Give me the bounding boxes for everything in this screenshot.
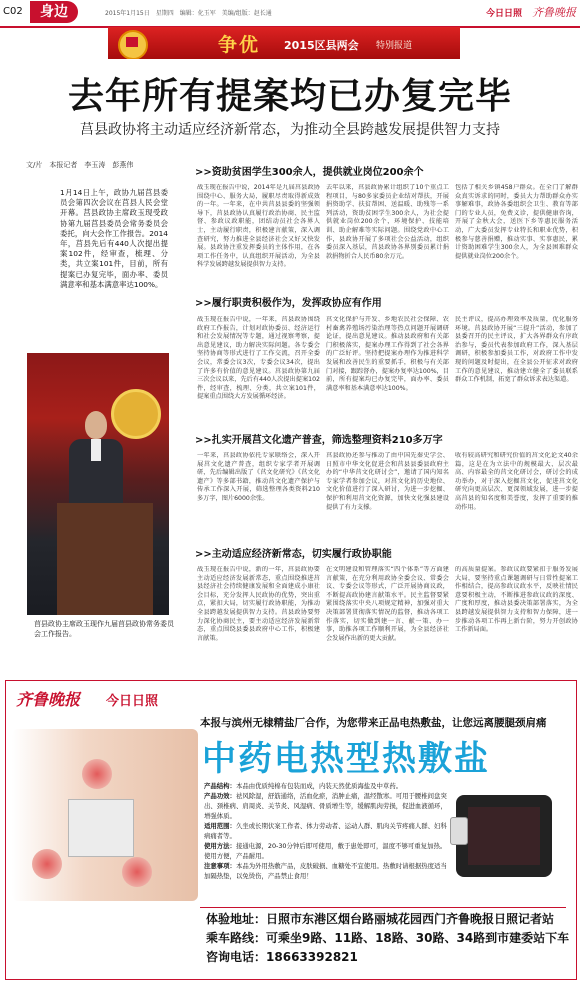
- ad-phone: 18663392821: [266, 950, 358, 964]
- section-tag: 身边: [30, 1, 78, 23]
- ad-edition-label: 今日日照: [106, 694, 159, 709]
- section-body-3: [197, 452, 578, 536]
- ad-bus-label: 乘车路线：: [206, 931, 267, 945]
- advertisement: [5, 680, 577, 980]
- ad-description: [204, 781, 450, 881]
- salt-pack-image: [68, 799, 134, 857]
- ad-desc-text: 接通电源，20-30分钟后即可使用，敷于患处即可，温度不够可重复加热。使用方便，产品耐用。: [204, 842, 447, 860]
- speaker-head: [85, 411, 107, 439]
- pain-spot-icon: [32, 849, 62, 879]
- ad-desc-label: 适用范围：: [204, 822, 236, 830]
- issue-meta: 2015年1月15日 星期四 编辑：化玉军 美编/组版：赵长通: [105, 10, 272, 17]
- ad-lead: 本报与滨州无棣精盐厂合作，为您带来正品电热敷盐，让您远离腰腿颈肩痛: [200, 717, 547, 729]
- photo-caption: 莒县政协主席政玉现作九届莒县政协常务委员会工作报告。: [34, 620, 174, 638]
- ad-desc-row: [204, 821, 450, 841]
- ad-contact: [206, 910, 569, 967]
- ad-product-image: [448, 779, 566, 889]
- ad-desc-text: 祛风除湿，舒筋通络，活血化瘀，消肿止痛，温经散寒。可用于腰椎间盘突出、颈椎病、肩周炎、关节炎、风湿病、骨质增生等，缓解肌肉劳损，促进血液循环，增强体质。: [204, 792, 447, 820]
- subheadline: 莒县政协将主动适应经济新常态，为推动全县跨越发展提供智力支持: [80, 122, 500, 138]
- ad-desc-label: 产品结构：: [204, 782, 236, 790]
- ad-address-label: 体验地址：: [206, 912, 267, 926]
- ad-desc-row: [204, 791, 450, 821]
- speaker-photo: [27, 353, 169, 615]
- ad-desc-text: 久坐或长期伏案工作者、体力劳动者、运动人群、肌肉关节疼痛人群、妇科病痛者等。: [204, 822, 447, 840]
- ad-product-name: 中药电热型热敷盐: [202, 739, 490, 779]
- ad-bus: 可乘坐9路、11路、18路、30路、34路到市建委站下车: [266, 931, 570, 945]
- edition-label: 今日日照: [485, 9, 522, 19]
- pain-spot-icon: [122, 857, 152, 887]
- heating-pad-inner: [468, 807, 540, 865]
- byline: 文/片 本报记者 李玉涛 彭燕伟: [26, 161, 134, 169]
- section-title-1: >>资助贫困学生300余人，提供就业岗位200余个: [195, 167, 424, 178]
- ad-desc-label: 使用方法：: [204, 842, 236, 850]
- ad-bus-row: [206, 929, 569, 948]
- section-1-col-1: 战玉现在报告中说，2014年是九届莒县政协围绕中心、服务大局，履职尽责取得新成效的一年。一年来，在中共莒县县委的坚强领导下，莒县政协认真履行政治协商、民主监督、参政议政职能，团结动员社会各界人士，主动履行职责，积极建言献策，深入调查研究，努力推进全县经济社会又好又快发展。县政协注重发挥委员的主体作用，在各项工作任务中，认真组织开展活动，为全县科学发展跨越发展提供智力支持。: [197, 184, 320, 269]
- brand-logo: 齐鲁晚报: [532, 6, 576, 19]
- ad-phone-label: 咨询电话：: [206, 950, 267, 964]
- pain-spot-icon: [82, 759, 112, 789]
- emblem-center-icon: [126, 37, 138, 47]
- section-body-2: [197, 316, 578, 422]
- ad-divider: [200, 907, 566, 908]
- section-title-2: >>履行职责积极作为，发挥政协应有作用: [195, 298, 382, 309]
- section-4-col-3: 的高质量提案。参政议政要紧扣于服务发展大局，要坚持重点课题调研与日常性提案工作相结合，提高参政议政水平，反映社情民意要积极主动，不断推进参政议政的深度、广度和厚度，推动县委决策部署落实，为全县跨越发展提供智力支持和智力保障，进一步推动各项工作再上新台阶，努力开创政协工作新局面。: [455, 566, 578, 634]
- section-3-col-3: 收有较高研究和研究价值的莒文化论文40余篇，这是在为立法中的规模最大、层次最高、内容最全的莒文化研讨会，研讨会的成功举办，对于深入挖掘莒文化，促进莒文化研究向更高层次、更深领域发展，进一步提高莒县的知名度和美誉度，发挥了重要的推动作用。: [455, 452, 578, 511]
- section-title-4: >>主动适应经济新常态，切实履行政协职能: [195, 549, 392, 560]
- section-3-col-2: 莒县政协还参与推动了由中国先秦史学会、日照市中华文化促进会和莒县县委县政府主办的“中华莒文化研讨会”，邀请了国内知名专家学者参加会议，对莒文化的历史地位、文化价值进行了深入研讨，为进一步挖掘、保护和利用莒文化资源，加快文化强县建设提供了有力支撑。: [326, 452, 449, 511]
- section-body-4: [197, 566, 578, 670]
- national-emblem-icon: [111, 389, 161, 439]
- intro-paragraph: 1月14日上午，政协九届莒县委员会第四次会议在莒县人民会堂开幕。莒县政协主席政玉现受政协第九届莒县委员会常务委员会委托，向大会作工作报告。2014年，莒县先后有440人次提出提案102件，经审查，梳理、分类，共立案101件，目前，所有提案已办复完毕，面办率、委员满意率和基本满意率达100%。: [60, 188, 168, 289]
- section-2-col-3: 民主评议，提高办理效率及质量，优化服务环境。莒县政协开展“三提升”活动，参加了县委召开的民主评议，扩大各界群众有序政治参与，委员代表参加政府工作，深入基层调研，积极参加委员工作，对政府工作中发现的问题及时提出，在全县公开征求对政府工作的意见建议，推动建立健全了委员联系群众工作机制，拓宽了群众诉求表达渠道。: [455, 316, 578, 384]
- two-sessions-banner: [108, 27, 460, 59]
- banner-title: 争优: [218, 34, 261, 56]
- podium: [57, 503, 153, 615]
- headline: 去年所有提案均已办复完毕: [67, 75, 512, 117]
- ad-address-row: [206, 910, 569, 929]
- masthead: [0, 0, 580, 28]
- section-4-col-2: 在文明建设和管理落实“四个体系”等方面建言献策，在充分利用政协全委会议、常委会议、专委会议等形式，广泛开展协商议政，不断提高政协建言献策水平。民主监督要紧紧围绕落实中央八项规定精神，加强对重大决策部署贯彻落实情况的监督，推动各项工作落实，切实做到建一言、献一策、办一事，助推各项工作顺利开展，为全县经济社会发展作出新的更大贡献。: [326, 566, 449, 642]
- ad-model-image: [12, 729, 198, 901]
- section-1-col-3: 包括了相关乡镇458户群众。在全门了解群众真实诉求的同时，委员大力帮助群众办实事解难事，政协各委组织会卫生、教育等部门的专业人员，免费义诊，提供健康咨询，开展了金秋大会，送医下乡等惠民服务活动，广大委员发挥专业特长和职业优势，积极参与慈善捐赠，推动实事、实事惠民，累计资助困难学生300余人，为全县困难群众提供就业岗位200余个。: [455, 184, 578, 260]
- section-2-col-1: 战玉现在报告中说，一年来，莒县政协围绕政府工作报告，计划对政协委员、经济运行和社会发展情况等专题，通过视察考察，提出意见建议，助力解决实际问题。各专委会坚持协商等形式进行了工作交流，召开全委会议，常委会议3次，专委会议34次，提出了许多有价值的意见建议。莒县政协第九届三次会议以来，先后有440人次提出提案102件，经审查，梳理、分类，共立案101件，提案重点围绕大方发展循环经济。: [197, 316, 320, 401]
- ad-desc-label: 注意事项：: [204, 862, 236, 870]
- ad-desc-row: [204, 781, 450, 791]
- banner-note: 特别报道: [376, 41, 413, 51]
- ad-desc-label: 产品功效：: [204, 792, 236, 800]
- ad-brand-logo: 齐鲁晚报: [16, 690, 81, 709]
- controller-image: [450, 817, 468, 845]
- section-body-1: [197, 184, 578, 282]
- section-2-col-2: 莒文化保护与开发、乡地农民社会保障、农村畜禽养殖场污染治理等热点问题开展调研论证，提出意见建议。推动县政府和有关部门积极落实，提案办理工作得到了社会各界的广泛好评。坚持把提案办理作为推进科学发展和改善民生的重要抓手，积极与有关部门对接，跟踪督办，提案办复率达100%，目前，所有提案均已办复完毕，面办率、委员满意率和基本满意率达100%。: [326, 316, 449, 392]
- speaker-shirt: [91, 439, 101, 461]
- ad-desc-row: [204, 861, 450, 881]
- ad-desc-row: [204, 841, 450, 861]
- page-number: C02: [3, 6, 23, 17]
- section-3-col-1: 一年来，莒县政协依托专家联络会，深入开展莒文化遗产普查，组织专家学者开展调研，先后编辑出版了《莒文化研究》《莒文化遗产》等多部书籍，推动莒文化遗产保护与传承工作深入开展，筛选整理各类资料210多万字，图片6000余张。: [197, 452, 320, 502]
- ad-phone-row: [206, 948, 569, 967]
- ad-desc-text: 本品为外用热敷产品，皮肤破损、血糖处不宜使用。热敷时请根据热度适当加隔热垫，以免烫伤，产品禁止食用！: [204, 862, 447, 880]
- banner-subtitle: 2015区县两会: [284, 39, 359, 52]
- section-4-col-1: 战玉现在报告中说，新的一年，莒县政协要主动适应经济发展新常态，重点围绕推进莒县经济社会持续健康发展和全面建成小康社会目标，充分发挥人民政协的优势，突出重点，紧扣大局，切实履行政协职能，为推动全县跨越发展提供智力支持。莒县政协要努力深化协商民主，要主动适应经济发展新常态，重点围绕县委县政府中心工作，积极建言献策。: [197, 566, 320, 642]
- ad-desc-text: 本品由优质纯棉布包装而成，内装天然优质海盐及中草药。: [235, 782, 403, 790]
- section-1-col-2: 去年以来，莒县政协累计组织了10个重点工程项目，与80多家委员企业结对帮扶，开展捐资助学、扶贫帮困、送温暖、助残等一系列活动，资助贫困学生300余人，为社会提供就业岗位200余个，环境保护、技能培训、助企解难等实际问题。围绕党政中心工作，县政协开展了多项社会公益活动，组织委员深入基层，莒县政协各界别委员累计捐款捐物折合人民币80余万元。: [326, 184, 449, 260]
- ad-address: 日照市东港区烟台路丽城花园西门齐鲁晚报日照记者站: [266, 912, 555, 926]
- section-title-3: >>扎实开展莒文化遗产普查，筛选整理资料210多万字: [195, 435, 443, 446]
